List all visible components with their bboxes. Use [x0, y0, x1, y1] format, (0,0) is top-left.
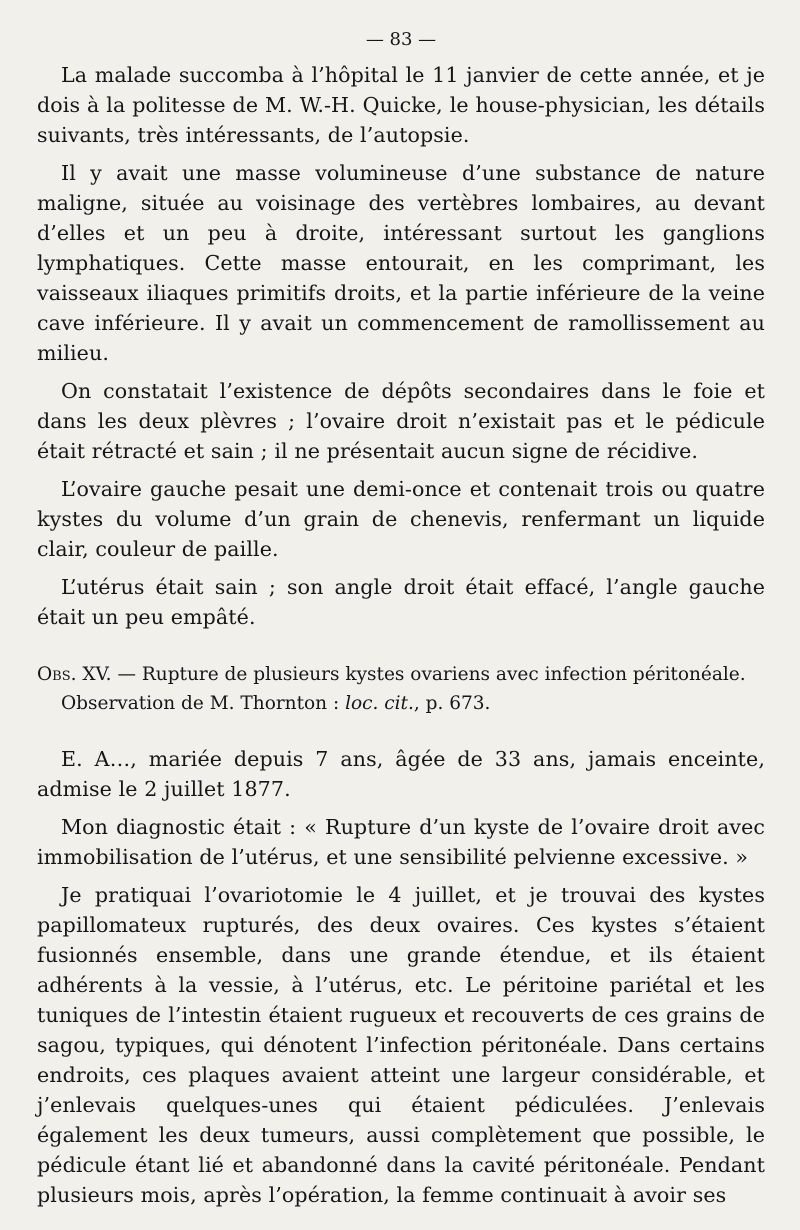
observation-number: Obs. XV. — [37, 664, 112, 685]
paragraph-diagnosis: Mon diagnostic était : « Rupture d’un kyste de l’ovaire droit avec immobilisation de l’utérus, et une sensibilité pelvienne excessive. » — [37, 815, 765, 869]
paragraph-ovariotomy: Je pratiquai l’ovariotomie le 4 juillet, et je trouvai des kystes papillomateux rupturés, des deux ovaires. Ces kystes s’étaient fusionnés ensemble, dans une grande étendue, et ils étaient adhérents à la vessie, à l’utérus, etc. Le péritoine pariétal et les tuniques de l’intestin étaient rugueux et recouverts de ces grains de sagou, typiques, qui dénotent l’infection péritonéale. Dans certains endroits, ces plaques avaient atteint une largeur considérable, et j’enlevais quelques-unes qui étaient pédiculées. J’enlevais également les deux tumeurs, aussi complètement que possible, le pédicule étant lié et abandonné dans la cavité péritonéale. Pendant plusieurs mois, après l’opération, la femme continuait à avoir ses — [37, 883, 765, 1207]
observation-heading — [37, 660, 765, 718]
observation-reference: loc. cit. — [345, 693, 414, 714]
observation-page: , p. 673. — [413, 693, 491, 714]
paragraph-malignant-mass: Il y avait une masse volumineuse d’une substance de nature maligne, située au voisinage des vertèbres lombaires, au devant d’elles et un peu à droite, intéressant surtout les ganglions lymphatiques. Cette masse entourait, en les comprimant, les vaisseaux iliaques primitifs droits, et la partie inférieure de la veine cave inférieure. Il y avait un commencement de ramollissement au milieu. — [37, 161, 765, 365]
paragraph-secondary-deposits: On constatait l’existence de dépôts secondaires dans le foie et dans les deux plèvres ; l’ovaire droit n’existait pas et le pédicule était rétracté et sain ; il ne présentait aucun signe de récidive. — [37, 379, 765, 463]
paragraph-uterus: L’utérus était sain ; son angle droit était effacé, l’angle gauche était un peu empâté. — [37, 575, 765, 629]
paragraph-left-ovary: L’ovaire gauche pesait une demi-once et contenait trois ou quatre kystes du volume d’un grain de chenevis, renfermant un liquide clair, couleur de paille. — [37, 477, 765, 561]
paragraph-patient: E. A…, mariée depuis 7 ans, âgée de 33 ans, jamais enceinte, admise le 2 juillet 1877. — [37, 747, 765, 801]
observation-title: — Rupture de plusieurs kystes ovariens avec infection péritonéale. Observation de M. Thornton : — [61, 664, 746, 714]
paragraph-autopsy-intro: La malade succomba à l’hôpital le 11 janvier de cette année, et je dois à la politesse de M. W.-H. Quicke, le house-physician, les détails suivants, très intéressants, de l’autopsie. — [37, 63, 765, 147]
page-number: — 83 — — [365, 29, 437, 50]
